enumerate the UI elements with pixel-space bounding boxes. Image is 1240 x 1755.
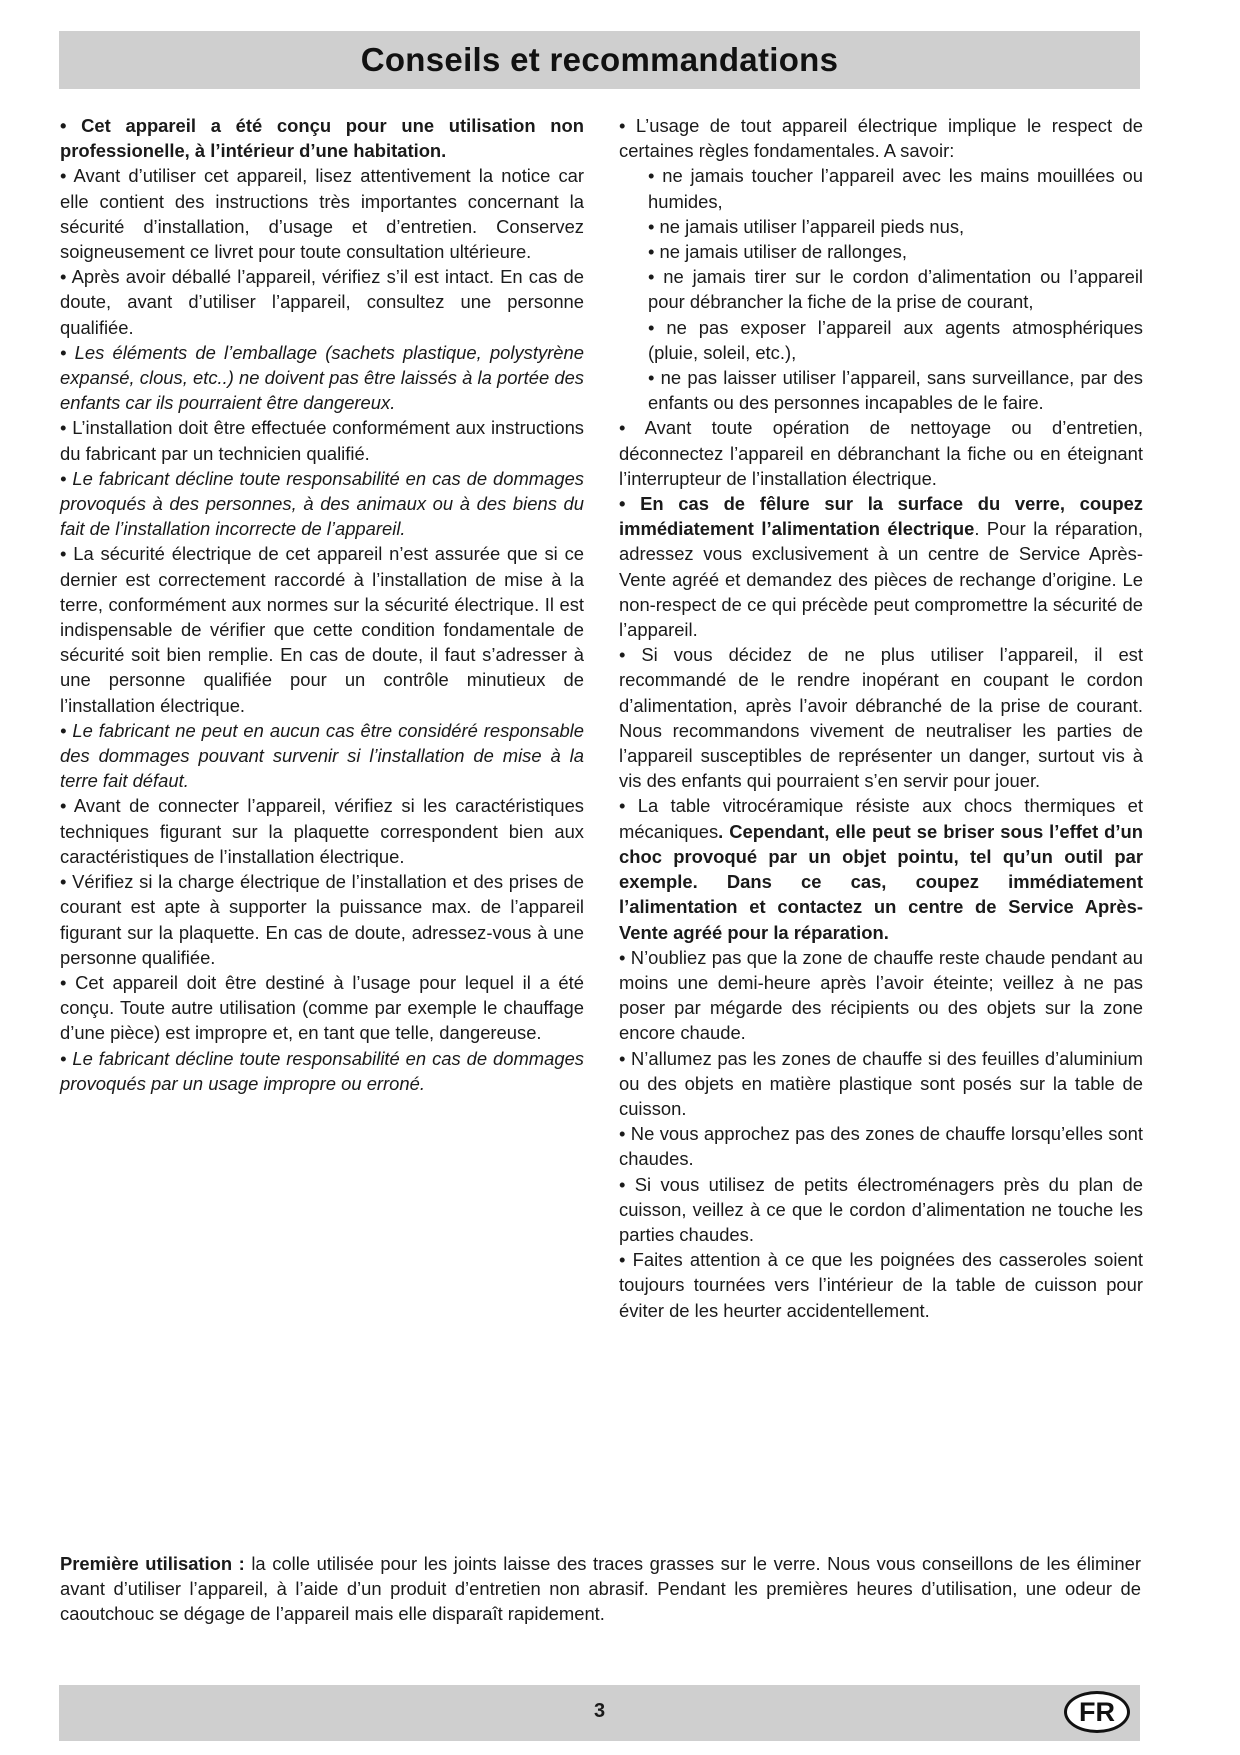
first-use-note: [60, 1551, 1141, 1627]
glass-resistance-warning: . Cependant, elle peut se briser sous l’effet d’un choc provoqué par un objet pointu, tel qu’un outil par exemple. Dans ce cas, coupez immédiatement l’alimentation et contactez un centre de Service Après-Vente agréé pour la réparation.: [619, 820, 1143, 943]
rule-item: • ne pas laisser utiliser l’appareil, sans surveillance, par des enfants ou des personnes incapables de le faire.: [648, 367, 1143, 414]
paragraph-liability-misuse: • Le fabricant décline toute responsabilité en cas de dommages provoqués par un usage impropre ou erroné.: [60, 1047, 584, 1094]
paragraph-non-professional-use: • Cet appareil a été conçu pour une utilisation non professionelle, à l’intérieur d’une habitation.: [60, 115, 584, 162]
paragraph-disposal: • Si vous décidez de ne plus utiliser l’appareil, il est recommandé de le rendre inopérant en coupant le cordon d’alimentation, après l’avoir débranché de la prise de courant. Nous recommandons vivement de neutraliser les parties de l’appareil susceptibles de représenter un danger, surtout vis à vis des enfants qui pourraient s’en servir pour jouer.: [619, 644, 1143, 792]
paragraph-packaging: • Les éléments de l’emballage (sachets plastique, polystyrène expansé, clous, etc..) ne doivent pas être laissés à la portée des enfants car ils pourraient être dangereux.: [60, 341, 584, 414]
first-use-text: la colle utilisée pour les joints laisse des traces grasses sur le verre. Nous vous conseillons de les éliminer avant d’utiliser l’appareil, à l’aide d’un produit d’entretien non abrasif. Pendant les premières heures d’utilisation, une odeur de caoutchouc se dégage de l’appareil mais elle disparaît rapidement.: [60, 1553, 1141, 1625]
paragraph-glass-resistance: [619, 793, 1143, 944]
rule-item: • ne jamais tirer sur le cordon d’alimentation ou l’appareil pour débrancher la fiche de la prise de courant,: [648, 266, 1143, 313]
language-badge: FR: [1064, 1691, 1130, 1733]
rule-item: • ne jamais utiliser de rallonges,: [648, 241, 907, 263]
left-column: [60, 113, 584, 1096]
title-bar: [59, 31, 1140, 89]
paragraph-fundamental-rules: • L’usage de tout appareil électrique implique le respect de certaines règles fondamentales. A savoir:: [619, 115, 1143, 162]
paragraph-liability-grounding: • Le fabricant ne peut en aucun cas être considéré responsable des dommages pouvant survenir si l’installation de mise à la terre fait défaut.: [60, 719, 584, 792]
paragraph-liability-installation: • Le fabricant décline toute responsabilité en cas de dommages provoqués à des personnes, à des animaux ou à des biens du fait de l’installation incorrecte de l’appareil.: [60, 467, 584, 540]
paragraph-technical-specs: • Avant de connecter l’appareil, vérifiez si les caractéristiques techniques figurant sur la plaquette correspondent bien aux caractéristiques de l’installation électrique.: [60, 795, 584, 867]
glass-crack-warning: • En cas de fêlure sur la surface du verre, coupez immédiatement l’alimentation électrique: [619, 493, 1143, 540]
paragraph-check-intact: • Après avoir déballé l’appareil, vérifiez s’il est intact. En cas de doute, avant d’utiliser l’appareil, consultez une personne qualifiée.: [60, 266, 584, 338]
paragraph-glass-crack: [619, 491, 1143, 642]
paragraph-electrical-safety: • La sécurité électrique de cet appareil n’est assurée que si ce dernier est correctement raccordé à l’installation de mise à la terre, conformément aux normes sur la sécurité électrique. Il est indispensable de vérifier que cette condition fondamentale de sécurité soit bien remplie. En cas de doute, il faut s’adresser à une personne qualifiée pour un contrôle minutieux de l’installation électrique.: [60, 543, 584, 716]
paragraph-read-manual: • Avant d’utiliser cet appareil, lisez attentivement la notice car elle contient des instructions très importantes concernant la sécurité d’installation, d’usage et d’entretien. Conservez soigneusement ce livret pour toute consultation ultérieure.: [60, 165, 584, 263]
right-column: [619, 113, 1143, 1323]
footer-bar: [59, 1685, 1140, 1741]
page-title: Conseils et recommandations: [360, 41, 839, 78]
first-use-label: Première utilisation :: [60, 1553, 245, 1574]
paragraph-hot-zone: • N’oubliez pas que la zone de chauffe reste chaude pendant au moins une demi-heure après l’avoir éteinte; veillez à ne pas poser par mégarde des récipients ou des objets sur la zone encore chaude.: [619, 946, 1143, 1044]
paragraph-pan-handles: • Faites attention à ce que les poignées des casseroles soient toujours tournées vers l’intérieur de la table de cuisson pour éviter de les heurter accidentellement.: [619, 1249, 1143, 1321]
paragraph-cleaning: • Avant toute opération de nettoyage ou d’entretien, déconnectez l’appareil en débranchant la fiche ou en éteignant l’interrupteur de l’installation électrique.: [619, 417, 1143, 489]
paragraph-intended-use: • Cet appareil doit être destiné à l’usage pour lequel il a été conçu. Toute autre utilisation (comme par exemple le chauffage d’une pièce) est impropre et, en tant que telle, dangereuse.: [60, 971, 584, 1044]
paragraph-aluminium: • N’allumez pas les zones de chauffe si des feuilles d’aluminium ou des objets en matière plastique sont posés sur la table de cuisson.: [619, 1047, 1143, 1119]
paragraph-small-appliances: • Si vous utilisez de petits électroménagers près du plan de cuisson, veillez à ce que le cordon d’alimentation ne touche les parties chaudes.: [619, 1173, 1143, 1245]
rule-item: • ne pas exposer l’appareil aux agents atmosphériques (pluie, soleil, etc.),: [648, 316, 1143, 363]
glass-resistance-text: • La table vitrocéramique résiste aux chocs thermiques et mécaniques: [619, 795, 1143, 842]
page-number: 3: [593, 1700, 606, 1722]
glass-crack-details: . Pour la réparation, adressez vous exclusivement à un centre de Service Après-Vente agréé et demandez des pièces de rechange d’origine. Le non-respect de ce qui précède peut compromettre la sécurité de l’appareil.: [619, 518, 1143, 641]
paragraph-hot-zones-approach: • Ne vous approchez pas des zones de chauffe lorsqu’elles sont chaudes.: [619, 1123, 1143, 1170]
paragraph-electrical-load: • Vérifiez si la charge électrique de l’installation et des prises de courant est apte à supporter la puissance max. de l’appareil figurant sur la plaquette. En cas de doute, adressez-vous à une personne qualifiée.: [60, 871, 584, 968]
rule-item: • ne jamais toucher l’appareil avec les mains mouillées ou humides,: [648, 165, 1143, 212]
paragraph-installation: • L’installation doit être effectuée conformément aux instructions du fabricant par un technicien qualifié.: [60, 417, 584, 464]
rule-item: • ne jamais utiliser l’appareil pieds nus,: [648, 215, 965, 237]
